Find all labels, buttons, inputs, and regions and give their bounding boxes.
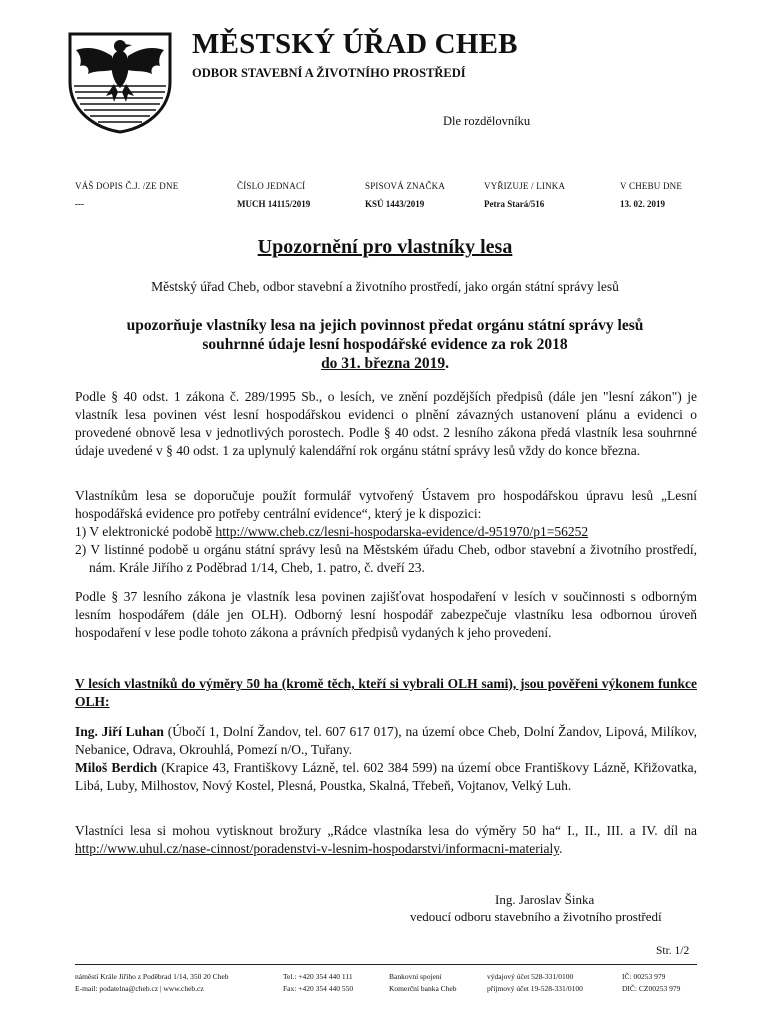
olh-list [75, 723, 697, 795]
paragraph-olh-text: Podle § 37 lesního zákona je vlastník lesa povinen zajišťovat hospodaření v lesích v součinnosti s odborným lesním hospodářem (dále jen OLH). Odborný lesní hospodář zabezpečuje vlastníku lesa odbornou úroveň hospodaření v lese podle tohoto zákona a právních předpisů vydaných k jeho provedení. [75, 589, 697, 640]
paragraph-legal-basis-text: Podle § 40 odst. 1 zákona č. 289/1995 Sb., o lesích, ve znění pozdějších předpisů (dále jen "lesní zákon") je vlastník lesa povinen vést lesní hospodářskou evidenci o plnění závazných ustanovení plánu a evidenci o provedené obnově lesa v jednotlivých porostech. Podle § 40 odst. 2 lesního zákona předá vlastník lesa souhrnné údaje uvedené v § 40 odst. 1 za uplynulý kalendářní rok orgánu státní správy lesů vždy do konce března. [75, 389, 697, 458]
notice-deadline-line [60, 354, 710, 373]
eagle-crest-icon [66, 30, 174, 134]
ref-value-reference-number: MUCH 14115/2019 [237, 199, 311, 209]
footer-address [75, 971, 229, 995]
option-electronic [75, 523, 697, 541]
ref-value-your-letter: --- [75, 199, 84, 209]
footer-id-line-2: DIČ: CZ00253 979 [622, 984, 681, 993]
intro-line: Městský úřad Cheb, odbor stavební a životního prostředí, jako orgán státní správy lesů [151, 279, 619, 294]
paragraph-brochures-text [75, 822, 697, 858]
footer-id-line-1: IČ: 00253 979 [622, 972, 666, 981]
olh-1-name: Ing. Jiří Luhan [75, 724, 164, 739]
notice-deadline: do 31. března 2019 [321, 355, 446, 372]
notice-block [60, 316, 710, 373]
paragraph-brochures [75, 822, 697, 858]
footer-bank-line-1: Bankovní spojení [389, 972, 442, 981]
brochures-suffix: . [559, 841, 563, 856]
brochures-link[interactable]: http://www.uhul.cz/nase-cinnost/poradenstvi-v-lesnim-hospodarstvi/informacni-materialy [75, 841, 560, 856]
signature-name: Ing. Jaroslav Šinka [495, 892, 595, 907]
ref-label-your-letter: VÁŠ DOPIS Č.J. /ZE DNE [75, 181, 179, 191]
paragraph-form-intro: Vlastníkům lesa se doporučuje použít formulář vytvořený Ústavem pro hospodářskou úpravu lesů „Lesní hospodářská evidence pro potřeby centrální evidence“, který je k dispozici: [75, 488, 697, 521]
footer-bank [389, 971, 456, 995]
footer-account-line-1: výdajový účet 528-331/0100 [487, 972, 574, 981]
ref-label-date: V CHEBU DNE [620, 181, 683, 191]
ref-value-date: 13. 02. 2019 [620, 199, 665, 209]
ref-label-reference-number: ČÍSLO JEDNACÍ [237, 181, 306, 191]
footer-phone [283, 971, 353, 995]
olh-2-name: Miloš Berdich [75, 760, 158, 775]
footer-phone-line-1: Tel.: +420 354 440 111 [283, 972, 353, 981]
olh-entry-1 [75, 723, 697, 759]
footer-phone-line-2: Fax: +420 354 440 550 [283, 984, 354, 993]
paragraph-olh-assigned-heading [75, 675, 697, 711]
footer-ids [622, 971, 680, 995]
olh-entry-2 [75, 759, 697, 795]
office-department: ODBOR STAVEBNÍ A ŽIVOTNÍHO PROSTŘEDÍ [192, 66, 466, 80]
option-paper: 2) V listinné podobě u orgánu státní správy lesů na Městském úřadu Cheb, odbor stavební a životního prostředí, nám. Krále Jiřího z Poděbrad 1/14, Cheb, 1. patro, č. dveří 23. [75, 542, 697, 575]
footer-address-line-1: náměstí Krále Jiřího z Poděbrad 1/14, 350 20 Cheb [75, 972, 229, 981]
footer-divider [75, 964, 697, 965]
ref-value-handled-by: Petra Stará/516 [484, 199, 545, 209]
paragraph-form [75, 487, 697, 577]
ref-label-handled-by: VYŘIZUJE / LINKA [484, 181, 566, 191]
footer-accounts [487, 971, 583, 995]
paragraph-legal-basis [75, 388, 697, 460]
page-number: Str. 1/2 [656, 945, 690, 957]
notice-period: . [445, 355, 449, 372]
footer-account-line-2: příjmový účet 19-528-331/0100 [487, 984, 583, 993]
brochures-prefix: Vlastníci lesa si mohou vytisknout brožury „Rádce vlastníka lesa do výměry 50 ha“ I., II., III. a IV. díl na [75, 823, 697, 838]
notice-line-2: souhrnné údaje lesní hospodářské evidence za rok 2018 [202, 336, 568, 353]
olh-1-details: (Úbočí 1, Dolní Žandov, tel. 607 617 017), na území obce Cheb, Dolní Žandov, Lipová, Milíkov, Nebanice, Odrava, Okrouhlá, Pomezí n/O., Tuřany. [75, 724, 697, 757]
olh-2-details: (Krapice 43, Františkovy Lázně, tel. 602 384 599) na území obce Františkovy Lázně, Křižovatka, Libá, Luby, Milhostov, Nový Kostel, Plesná, Poustka, Skalná, Třebeň, Vojtanov, Velký Luh. [75, 760, 697, 793]
distribution-note: Dle rozdělovníku [443, 114, 531, 128]
ref-value-file-mark: KSÚ 1443/2019 [365, 199, 425, 209]
document-title: Upozornění pro vlastníky lesa [257, 236, 513, 258]
footer-address-line-2: E-mail: podatelna@cheb.cz | www.cheb.cz [75, 984, 204, 993]
form-download-link[interactable]: http://www.cheb.cz/lesni-hospodarska-evidence/d-951970/p1=56252 [215, 524, 589, 539]
footer-bank-line-2: Komerční banka Cheb [389, 984, 457, 993]
ref-label-file-mark: SPISOVÁ ZNAČKA [365, 181, 446, 191]
signature-role: vedoucí odboru stavebního a životního prostředí [410, 909, 662, 924]
paragraph-olh-assigned-text: V lesích vlastníků do výměry 50 ha (kromě těch, kteří si vybrali OLH sami), jsou pověřeni výkonem funkce OLH: [75, 676, 697, 709]
notice-line-1: upozorňuje vlastníky lesa na jejich povinnost předat orgánu státní správy lesů [126, 317, 644, 334]
paragraph-olh [75, 588, 697, 642]
office-title: MĚSTSKÝ ÚŘAD CHEB [192, 28, 518, 60]
option-electronic-prefix: 1) V elektronické podobě [75, 524, 216, 539]
